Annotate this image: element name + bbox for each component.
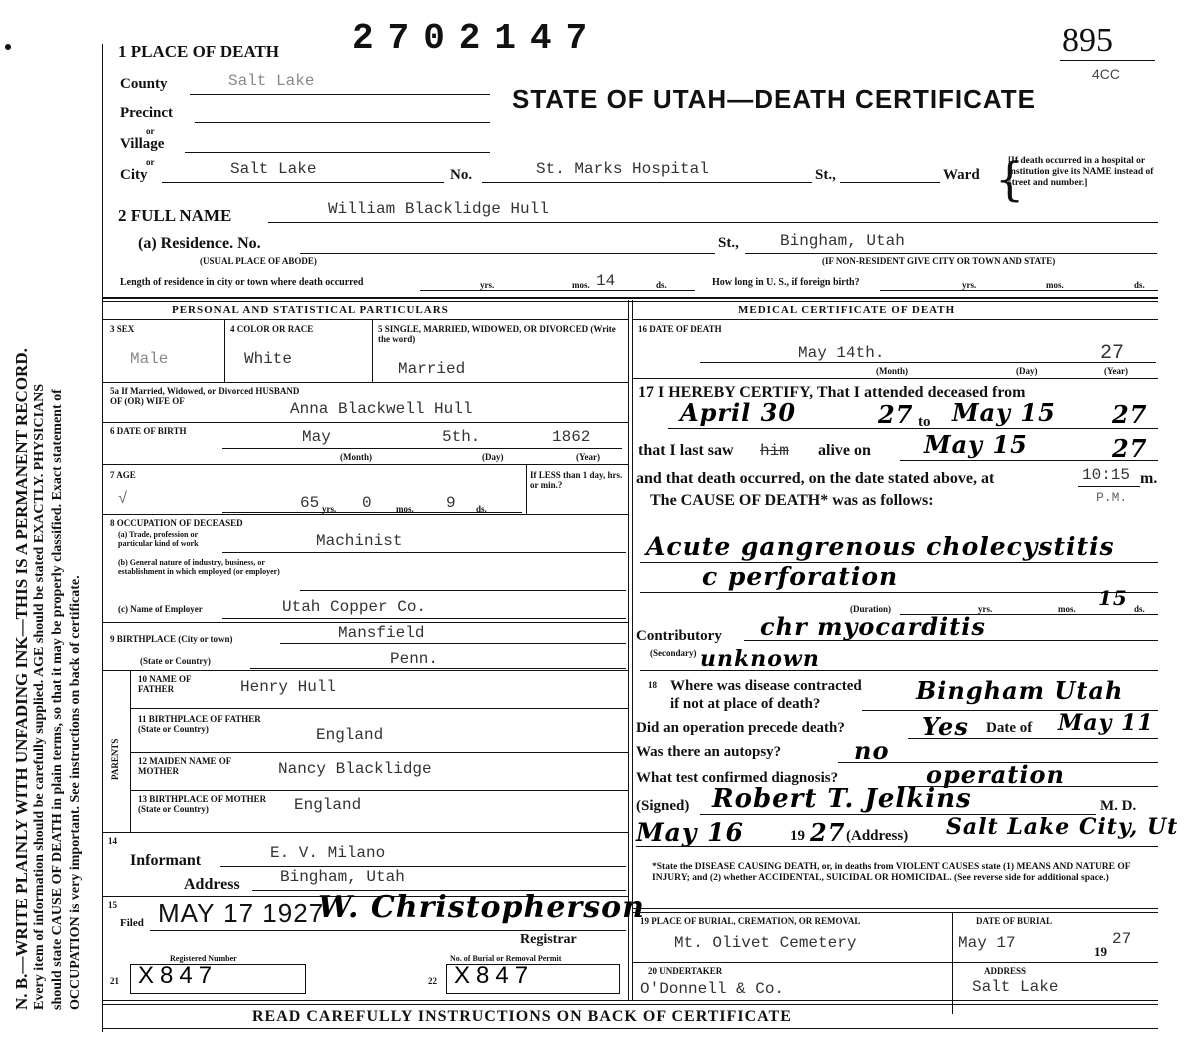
where-contracted-label: Where was disease contracted: [670, 678, 862, 694]
city-line: [162, 182, 444, 183]
husband-label: 5a If Married, Widowed, or Divorced HUSBAND OF (OR) WIFE OF: [110, 386, 300, 406]
st-line: [840, 182, 940, 183]
sex-value: Male: [130, 350, 169, 368]
test-label: What test confirmed diagnosis?: [636, 770, 839, 786]
secondary-line: [640, 670, 1158, 671]
medical-header-rule: [632, 319, 1158, 320]
form-left-border: [102, 44, 103, 1032]
secondary-value: unknown: [700, 646, 820, 672]
or-label-1: or: [146, 126, 155, 136]
signed-date-value: May 16: [636, 818, 744, 847]
informant-line: [220, 866, 626, 867]
occupation-value: Machinist: [316, 532, 403, 550]
personal-header-rule: [102, 319, 628, 320]
employer-value: Utah Copper Co.: [282, 598, 427, 616]
certify-label: 17 I HEREBY CERTIFY, That I attended deceased from: [638, 384, 1026, 401]
contributory-label: Contributory: [636, 628, 722, 644]
physician-signature: Robert T. Jelkins: [712, 784, 972, 814]
employer-line: [222, 618, 626, 619]
city-label: City: [120, 167, 148, 183]
certificate-title: STATE OF UTAH—DEATH CERTIFICATE: [512, 84, 1036, 114]
duration-mos-label: mos.: [1058, 604, 1076, 614]
birth-city-value: Mansfield: [338, 624, 425, 642]
age-days-value: 9: [446, 494, 456, 512]
race-divider: [372, 320, 373, 382]
age-years-value: 65: [300, 494, 320, 512]
spouse-value: Anna Blackwell Hull: [290, 400, 473, 418]
father-birth-label: 11 BIRTHPLACE OF FATHER (State or Country): [138, 714, 261, 734]
row-rule-3: [102, 464, 628, 465]
right-rule-3: [632, 962, 1158, 963]
right-rule-1: [632, 378, 1158, 379]
less-than-divider: [526, 464, 527, 514]
marital-value: Married: [398, 360, 466, 378]
birth-month-value: May: [302, 428, 331, 446]
n18-label: 18: [648, 680, 657, 690]
operation-value: Yes: [922, 712, 969, 741]
sex-label: 3 SEX: [110, 324, 135, 334]
yrs-label: yrs.: [480, 280, 495, 290]
city-value: Salt Lake: [230, 160, 317, 178]
ward-brace: {: [995, 152, 1025, 206]
last-saw-label: that I last saw: [638, 442, 734, 459]
n14-label: 14: [108, 836, 117, 846]
test-value: operation: [926, 760, 1065, 789]
county-value: Salt Lake: [228, 72, 315, 90]
burial-year-prefix: 19: [1094, 944, 1107, 959]
full-name-value: William Blacklidge Hull: [328, 200, 549, 218]
side-note-1: N. B.—WRITE PLAINLY WITH UNFADING INK—THIS IS A PERMANENT RECORD.: [12, 348, 31, 1010]
nonresident-label: (IF NON-RESIDENT GIVE CITY OR TOWN AND STATE): [822, 256, 1056, 266]
usual-abode-label: (USUAL PLACE OF ABODE): [200, 256, 317, 266]
no-line: [482, 182, 812, 183]
parents-divider: [130, 670, 131, 832]
address2-label: (Address): [846, 828, 909, 844]
birthplace-label: 9 BIRTHPLACE (City or town): [110, 634, 233, 644]
row-rule-9: [130, 790, 628, 791]
marital-label: 5 SINGLE, MARRIED, WIDOWED, OR DIVORCED (Write the word): [378, 324, 616, 344]
village-line: [185, 152, 490, 153]
n15-label: 15: [108, 900, 117, 910]
last-saw-pronoun: him: [760, 442, 789, 460]
st2-label: St.,: [718, 235, 739, 251]
hospital-value: St. Marks Hospital: [536, 160, 709, 178]
death-date-line: [700, 362, 1156, 363]
death-year-label: (Year): [1104, 366, 1128, 376]
burial-place-label: 19 PLACE OF BURIAL, CREMATION, OR REMOVAL: [640, 916, 861, 926]
file-number: 895: [1062, 22, 1113, 59]
informant-address-label: Address: [184, 876, 240, 893]
birth-label: 6 DATE OF BIRTH: [110, 426, 187, 436]
father-name-label: 10 NAME OF FATHER: [138, 674, 192, 694]
date-of-label: Date of: [986, 720, 1033, 736]
no-label: No.: [450, 167, 473, 183]
death-day-label: (Day): [1016, 366, 1038, 376]
duration-ds-label: ds.: [1134, 604, 1145, 614]
burial-date-label: DATE OF BURIAL: [976, 916, 1053, 926]
death-time-suffix: P.M.: [1096, 490, 1128, 505]
ds-label: ds.: [656, 280, 667, 290]
or-label-2: or: [146, 157, 155, 167]
to-label: to: [918, 414, 931, 430]
mother-birth-label: 13 BIRTHPLACE OF MOTHER (State or Country): [138, 794, 267, 814]
mother-birthplace-value: England: [294, 796, 362, 814]
age-months-value: 0: [362, 494, 372, 512]
age-line: [222, 512, 522, 513]
village-label: Village: [120, 136, 165, 152]
contributory-value: chr myocarditis: [760, 612, 986, 641]
age-ds-label: ds.: [476, 504, 487, 514]
file-no-line: [1060, 60, 1155, 61]
alive-date-value: May 15: [924, 430, 1028, 459]
margin-dot: [5, 44, 11, 50]
death-month-label: (Month): [876, 366, 908, 376]
cause-label: The CAUSE OF DEATH* was as follows:: [650, 492, 934, 509]
birthplace-line: [280, 643, 626, 644]
undertaker-address-label: ADDRESS: [984, 966, 1027, 976]
county-label: County: [120, 76, 168, 92]
burial-place-value: Mt. Olivet Cemetery: [674, 934, 857, 952]
residence-city-value: Bingham, Utah: [780, 232, 905, 250]
footer-rule-1: [102, 1000, 1158, 1001]
sex-divider: [224, 320, 225, 382]
less-than-label: If LESS than 1 day, hrs. or min.?: [530, 470, 623, 490]
alive-line: [900, 460, 1158, 461]
right-rule-2b: [632, 912, 1158, 913]
burial-year-value: 27: [1112, 930, 1132, 948]
attended-from-value: April 30: [680, 398, 797, 427]
mos2-label: mos.: [1046, 280, 1064, 290]
residence-label: (a) Residence. No.: [138, 235, 261, 252]
precinct-line: [195, 122, 490, 123]
row-rule-4: [102, 514, 628, 515]
precinct-label: Precinct: [120, 105, 174, 121]
row-rule-10: [102, 832, 628, 833]
attended-line: [668, 428, 1158, 429]
burial-permit-label: No. of Burial or Removal Permit: [450, 954, 562, 963]
full-name-label: 2 FULL NAME: [118, 206, 232, 225]
birth-line: [222, 448, 622, 449]
informant-address-value: Bingham, Utah: [280, 868, 405, 886]
mos-label: mos.: [572, 280, 590, 290]
attended-to-value: May 15: [952, 398, 1056, 427]
death-date-value: May 14th.: [798, 344, 885, 362]
father-value: Henry Hull: [240, 678, 337, 696]
employer-label: (c) Name of Employer: [118, 604, 203, 614]
burial-divider: [952, 912, 953, 1014]
how-long-line: [880, 290, 1158, 291]
residence-line: [300, 253, 715, 254]
signed-year-value: 27: [810, 818, 846, 847]
birth-month-label: (Month): [340, 452, 372, 462]
autopsy-value: no: [854, 736, 890, 765]
race-value: White: [244, 350, 293, 368]
n21-label: 21: [110, 976, 119, 986]
time-line: [1078, 486, 1140, 487]
autopsy-label: Was there an autopsy?: [636, 744, 782, 760]
registrar-label: Registrar: [520, 932, 577, 947]
occ-b-line: [300, 590, 626, 591]
n22-label: 22: [428, 976, 437, 986]
attended-from-year: 27: [878, 400, 914, 429]
residence-city-line: [745, 253, 1157, 254]
yrs2-label: yrs.: [962, 280, 977, 290]
section-top-rule-2: [102, 301, 1158, 302]
informant-label: Informant: [130, 852, 202, 869]
filed-stamp: MAY 17 1927: [158, 898, 325, 928]
race-label: 4 COLOR OR RACE: [230, 324, 314, 334]
row-rule-5: [102, 622, 628, 623]
attended-to-year: 27: [1112, 400, 1148, 429]
ward-note: [If death occurred in a hospital or institution give its NAME instead of street and number.]: [1008, 156, 1154, 188]
footer-rule-3: [102, 1028, 1158, 1029]
occupation-label: 8 OCCUPATION OF DECEASED: [110, 518, 243, 528]
row-rule-8: [130, 752, 628, 753]
row-rule-7: [130, 708, 628, 709]
filed-line: [150, 930, 626, 931]
signed-date-line: [636, 846, 1158, 847]
row-rule-6: [102, 670, 628, 671]
informant-value: E. V. Milano: [270, 844, 386, 862]
occupation-line: [222, 552, 626, 553]
death-time-value: 10:15: [1082, 466, 1131, 484]
burial-date-value: May 17: [958, 934, 1016, 952]
side-note-4: OCCUPATION is very important. See instructions on back of certificate.: [68, 575, 83, 1010]
duration-yrs-label: yrs.: [978, 604, 993, 614]
operation-label: Did an operation precede death?: [636, 720, 845, 736]
physician-address-value: Salt Lake City, Ut: [946, 814, 1179, 840]
section-top-rule: [102, 297, 1158, 299]
birth-year-label: (Year): [576, 452, 600, 462]
occ-b-label: (b) General nature of industry, business, or establishment in which employed (or employer): [118, 558, 280, 576]
alive-on-label: alive on: [818, 442, 871, 459]
footer-instructions: READ CAREFULLY INSTRUCTIONS ON BACK OF CERTIFICATE: [252, 1008, 792, 1025]
medical-header: MEDICAL CERTIFICATE OF DEATH: [738, 304, 956, 316]
ward-label: Ward: [943, 167, 980, 183]
cause-footnote: *State the DISEASE CAUSING DEATH, or, in deaths from VIOLENT CAUSES state (1) MEANS AND NATURE OF INJURY; and (2) whether ACCIDENTAL, SUICIDAL OR HOMICIDAL. (See reverse side for additional space.): [652, 862, 1131, 883]
cause-line1-value: Acute gangrenous cholecystitis: [646, 532, 1115, 561]
reg-number-value: X847: [138, 962, 219, 989]
birth-state-value: Penn.: [390, 650, 439, 668]
age-yrs-label: yrs.: [322, 504, 337, 514]
ds2-label: ds.: [1134, 280, 1145, 290]
filed-label: Filed: [120, 917, 144, 929]
secondary-label: (Secondary): [650, 648, 697, 658]
cause-line2-value: c perforation: [702, 562, 899, 591]
age-mos-label: mos.: [396, 504, 414, 514]
parents-label: PARENTS: [110, 738, 120, 780]
permit-number-value: X847: [454, 962, 535, 989]
reg-number-label: Registered Number: [170, 954, 237, 963]
date-death-label: 16 DATE OF DEATH: [638, 324, 722, 334]
personal-header: PERSONAL AND STATISTICAL PARTICULARS: [172, 304, 449, 316]
mother-name-label: 12 MAIDEN NAME OF MOTHER: [138, 756, 231, 776]
time-m-suffix: m.: [1140, 470, 1158, 487]
birth-year-value: 1862: [552, 428, 591, 446]
occ-a-label: (a) Trade, profession or particular kind of work: [118, 530, 199, 548]
age-check-value: √: [118, 490, 128, 508]
right-rule-2: [632, 908, 1158, 909]
st-label: St.,: [815, 167, 836, 183]
operation-date-value: May 11: [1058, 710, 1154, 736]
if-not-label: if not at place of death?: [670, 696, 821, 712]
full-name-line: [268, 222, 1158, 223]
state-country-label: (State or Country): [140, 656, 211, 666]
row-rule-2: [102, 422, 628, 423]
duration-label: (Duration): [850, 604, 891, 614]
duration-days-value: 15: [1098, 586, 1128, 610]
contributory-line: [744, 640, 1158, 641]
mother-value: Nancy Blacklidge: [278, 760, 432, 778]
place-of-death-label: 1 PLACE OF DEATH: [118, 42, 280, 61]
birth-state-line: [250, 668, 626, 669]
length-residence-line: [420, 290, 695, 291]
year-prefix-label: 19: [790, 828, 805, 844]
undertaker-label: 20 UNDERTAKER: [648, 966, 723, 976]
operation-line: [908, 738, 1158, 739]
age-label: 7 AGE: [110, 470, 136, 480]
death-occurred-label: and that death occurred, on the date stated above, at: [636, 470, 995, 487]
county-line: [190, 94, 490, 95]
death-year-value: 27: [1100, 342, 1125, 365]
side-note-2: Every item of information should be carefully supplied. AGE should be stated EXACTLY. PHYSICIANS: [32, 383, 47, 1010]
birth-day-label: (Day): [482, 452, 504, 462]
alive-year-value: 27: [1112, 434, 1148, 463]
residence-days-value: 14: [596, 272, 616, 290]
md-label: M. D.: [1100, 798, 1137, 814]
registrar-signature: W. Christopherson: [318, 890, 645, 925]
side-note-3: should state CAUSE OF DEATH in plain terms, so that it may be properly classified. Exact statement of: [50, 389, 65, 1010]
signed-label: (Signed): [636, 798, 690, 814]
row-rule-1: [102, 382, 628, 383]
cause-line2-rule: [640, 592, 1158, 593]
birth-day-value: 5th.: [442, 428, 481, 446]
how-long-label: How long in U. S., if foreign birth?: [712, 277, 860, 288]
serial-number: 2702147: [352, 18, 602, 59]
undertaker-value: O'Donnell & Co.: [640, 980, 785, 998]
length-residence-label: Length of residence in city or town where death occurred: [120, 277, 364, 288]
father-birthplace-value: England: [316, 726, 384, 744]
undertaker-address-value: Salt Lake: [972, 978, 1059, 996]
file-no-extra: 4CC: [1092, 66, 1121, 82]
footer-rule-2: [102, 1004, 1158, 1005]
contracted-value: Bingham Utah: [916, 676, 1124, 705]
